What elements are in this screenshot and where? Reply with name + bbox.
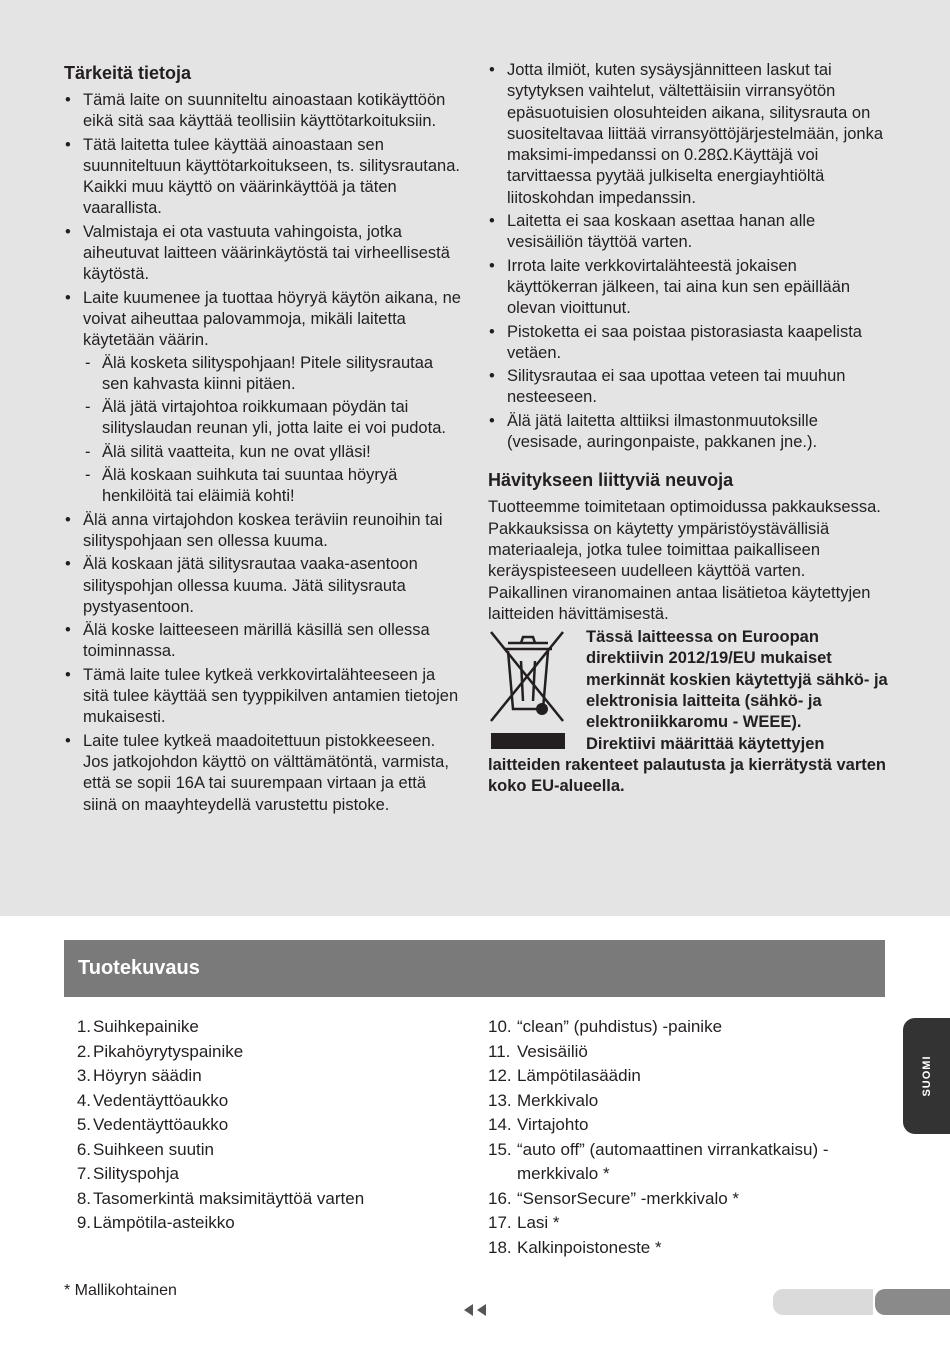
- dash-sublist: [83, 353, 464, 508]
- parts-list-item: [488, 1113, 888, 1138]
- parts-list-item: [64, 1211, 464, 1236]
- part-number: 12.: [488, 1066, 512, 1085]
- part-label: Kalkinpoistoneste *: [517, 1237, 662, 1257]
- language-tab: [903, 1018, 950, 1134]
- bullet-item: • Pistoketta ei saa poistaa pistorasiasta kaapelista vetäen.: [488, 322, 888, 365]
- important-bullets-list-continued: [488, 60, 888, 453]
- disposal-paragraph: Tuotteemme toimitetaan optimoidussa pakkauksessa. Pakkauksissa on käytetty ympäristöystävällisiä materiaaleja, jotka tulee toimittaa paikalliseen keräyspisteeseen uudelleen käyttöä varten. Paikallinen viranomainen antaa lisätietoa käytettyjen laitteiden hävittämisestä.: [488, 498, 881, 623]
- parts-list-item: [64, 1113, 464, 1138]
- weee-text: Tässä laitteessa on Euroopan direktiivin 2012/19/EU mukaiset merkinnät koskien käytettyjä sähkö- ja elektronisia laitteita (sähkö- ja elektroniikkaromu - WEEE).: [586, 628, 888, 732]
- parts-list-item: [488, 1040, 888, 1065]
- parts-list-right: [488, 1015, 888, 1260]
- bullet-item-with-sublist: [64, 288, 464, 508]
- part-number: 10.: [488, 1017, 512, 1036]
- part-label: Suihkepainike: [93, 1017, 199, 1036]
- page-marker-box: [875, 1289, 950, 1315]
- part-number: 8.: [76, 1188, 91, 1208]
- product-description-heading: Tuotekuvaus: [78, 957, 200, 979]
- parts-list-item: [64, 1089, 464, 1114]
- bullet-item: • Irrota laite verkkovirtalähteestä jokaisen käyttökerran jälkeen, tai aina kun sen epäillään olevan vioittunut.: [488, 256, 888, 320]
- weee-text-second-line: Direktiivi määrittää käytettyjen: [586, 734, 825, 753]
- bullet-item: • Älä koske laitteeseen märillä käsillä sen ollessa toiminnassa.: [64, 620, 464, 663]
- part-label: Vedentäyttöaukko: [93, 1090, 229, 1110]
- part-label: Lämpötilasäädin: [517, 1066, 641, 1085]
- important-info-left-column: [64, 60, 464, 818]
- part-number: 5.: [76, 1115, 91, 1134]
- bullet-item: • Laitetta ei saa koskaan asettaa hanan alle vesisäiliön täyttöä varten.: [488, 211, 888, 254]
- parts-list-item: [488, 1236, 888, 1261]
- bullet-item: • Laite tulee kytkeä maadoitettuun pistokkeeseen. Jos jatkojohdon käyttö on välttämätöntä, varmista, että se sopii 16A tai suurempaan virtaan ja että siinä on maayhteydellä varustettu pistoke.: [64, 731, 464, 816]
- part-label: Pikahöyrytyspainike: [93, 1041, 244, 1061]
- part-number: 6.: [76, 1139, 91, 1159]
- part-label: Höyryn säädin: [93, 1066, 202, 1085]
- part-label: Virtajohto: [517, 1115, 589, 1134]
- important-bullets-list: [64, 90, 464, 816]
- page-number-box: [773, 1289, 873, 1315]
- parts-list-item: [64, 1138, 464, 1163]
- part-label: “auto off” (automaattinen virrankatkaisu) -merkkivalo *: [517, 1139, 829, 1183]
- bullet-item: • Tämä laite on suunniteltu ainoastaan kotikäyttöön eikä sitä saa käyttää teollisiin käyttötarkoituksiin.: [64, 90, 464, 133]
- bullet-item-text: • Laite kuumenee ja tuottaa höyryä käytön aikana, ne voivat aiheuttaa palovammoja, mikäli laitetta käytetään väärin.: [83, 288, 461, 350]
- part-label: Tasomerkintä maksimitäyttöä varten: [93, 1188, 365, 1208]
- part-label: Vedentäyttöaukko: [93, 1115, 229, 1134]
- part-number: 18.: [488, 1237, 512, 1257]
- crossed-out-wheelie-bin-icon: [488, 629, 566, 749]
- bullet-item: • Jotta ilmiöt, kuten sysäysjännitteen laskut tai sytytyksen vaihtelut, vältettäisiin virransyötön epäsuotuisien olosuhteiden aikana, silitysrauta on suositeltavaa liittää virransyöttöjärjestelmään, jonka maksimi-impedanssi on 0.28Ω.Käyttäjä voi tarvittaessa pyytää julkiselta energiayhtiöltä liitoskohdan impedanssin.: [488, 60, 888, 209]
- parts-list-item: [64, 1064, 464, 1089]
- parts-list-item: [488, 1211, 888, 1236]
- part-label: Silityspohja: [93, 1164, 179, 1183]
- part-number: 16.: [488, 1188, 512, 1208]
- language-tab-label: SUOMI: [920, 1055, 933, 1097]
- part-number: 4.: [76, 1090, 91, 1110]
- part-number: 13.: [488, 1090, 512, 1110]
- disposal-heading: Hävitykseen liittyviä neuvoja: [488, 470, 734, 491]
- part-number: 1.: [76, 1017, 91, 1036]
- part-number: 2.: [76, 1041, 91, 1061]
- part-label: Merkkivalo: [517, 1090, 599, 1110]
- footnote: * Mallikohtainen: [64, 1282, 177, 1299]
- bullet-item: • Tätä laitetta tulee käyttää ainoastaan sen suunniteltuun käyttötarkoitukseen, ts. silitysrautana. Kaikki muu käyttö on väärinkäyttöä ja täten vaarallista.: [64, 135, 464, 220]
- weee-block: [488, 627, 888, 797]
- part-number: 7.: [76, 1164, 91, 1183]
- bullet-item: • Älä anna virtajohdon koskea teräviin reunoihin tai silityspohjaan sen ollessa kuuma.: [64, 510, 464, 553]
- bullet-item: • Älä koskaan jätä silitysrautaa vaaka-asentoon silityspohjan ollessa kuuma. Jätä silitysrauta pystyasentoon.: [64, 554, 464, 618]
- parts-list-item: [488, 1064, 888, 1089]
- part-label: “clean” (puhdistus) -painike: [517, 1017, 723, 1036]
- part-number: 3.: [76, 1066, 91, 1085]
- parts-list-item: [64, 1015, 464, 1040]
- part-number: 17.: [488, 1213, 512, 1232]
- parts-list-item: [488, 1089, 888, 1114]
- parts-list-item: [488, 1015, 888, 1040]
- part-label: Vesisäiliö: [517, 1041, 588, 1061]
- parts-list-item: [488, 1138, 888, 1187]
- parts-list-item: [64, 1187, 464, 1212]
- part-number: 15.: [488, 1139, 512, 1159]
- part-number: 14.: [488, 1115, 512, 1134]
- part-label: Lasi *: [517, 1213, 560, 1232]
- important-info-right-column: [488, 60, 888, 798]
- part-label: “SensorSecure” -merkkivalo *: [517, 1188, 740, 1208]
- parts-list-item: [488, 1187, 888, 1212]
- part-number: 9.: [76, 1213, 91, 1232]
- dash-item: - Älä kosketa silityspohjaan! Pitele silitysrautaa sen kahvasta kiinni pitäen.: [83, 353, 464, 396]
- dash-item: - Älä jätä virtajohtoa roikkumaan pöydän tai silityslaudan reunan yli, jotta laite ei voi pudota.: [83, 397, 464, 440]
- part-label: Suihkeen suutin: [93, 1139, 214, 1159]
- previous-page-arrows-icon[interactable]: [462, 1300, 490, 1320]
- bullet-item: • Silitysrautaa ei saa upottaa veteen tai muuhun nesteeseen.: [488, 366, 888, 409]
- parts-list-item: [64, 1040, 464, 1065]
- bullet-item: • Älä jätä laitetta alttiiksi ilmastonmuutoksille (vesisade, auringonpaiste, pakkanen jne.).: [488, 411, 888, 454]
- dash-item: - Älä silitä vaatteita, kun ne ovat ylläsi!: [83, 442, 464, 463]
- parts-list-left: [64, 1015, 464, 1236]
- bullet-item: • Valmistaja ei ota vastuuta vahingoista, jotka aiheutuvat laitteen väärinkäytöstä tai virheellisestä käytöstä.: [64, 222, 464, 286]
- part-number: 11.: [488, 1041, 511, 1061]
- weee-text-second-rest: laitteiden rakenteet palautusta ja kierrätystä varten koko EU-alueella.: [488, 755, 886, 796]
- important-info-heading: Tärkeitä tietoja: [64, 63, 192, 83]
- parts-list-item: [64, 1162, 464, 1187]
- dash-item: - Älä koskaan suihkuta tai suuntaa höyryä henkilöitä tai eläimiä kohti!: [83, 465, 464, 508]
- product-description-section-bar: [64, 940, 885, 997]
- bullet-item: • Tämä laite tulee kytkeä verkkovirtalähteeseen ja sitä tulee käyttää sen tyyppikilven antamien tietojen mukaisesti.: [64, 665, 464, 729]
- part-label: Lämpötila-asteikko: [93, 1213, 235, 1232]
